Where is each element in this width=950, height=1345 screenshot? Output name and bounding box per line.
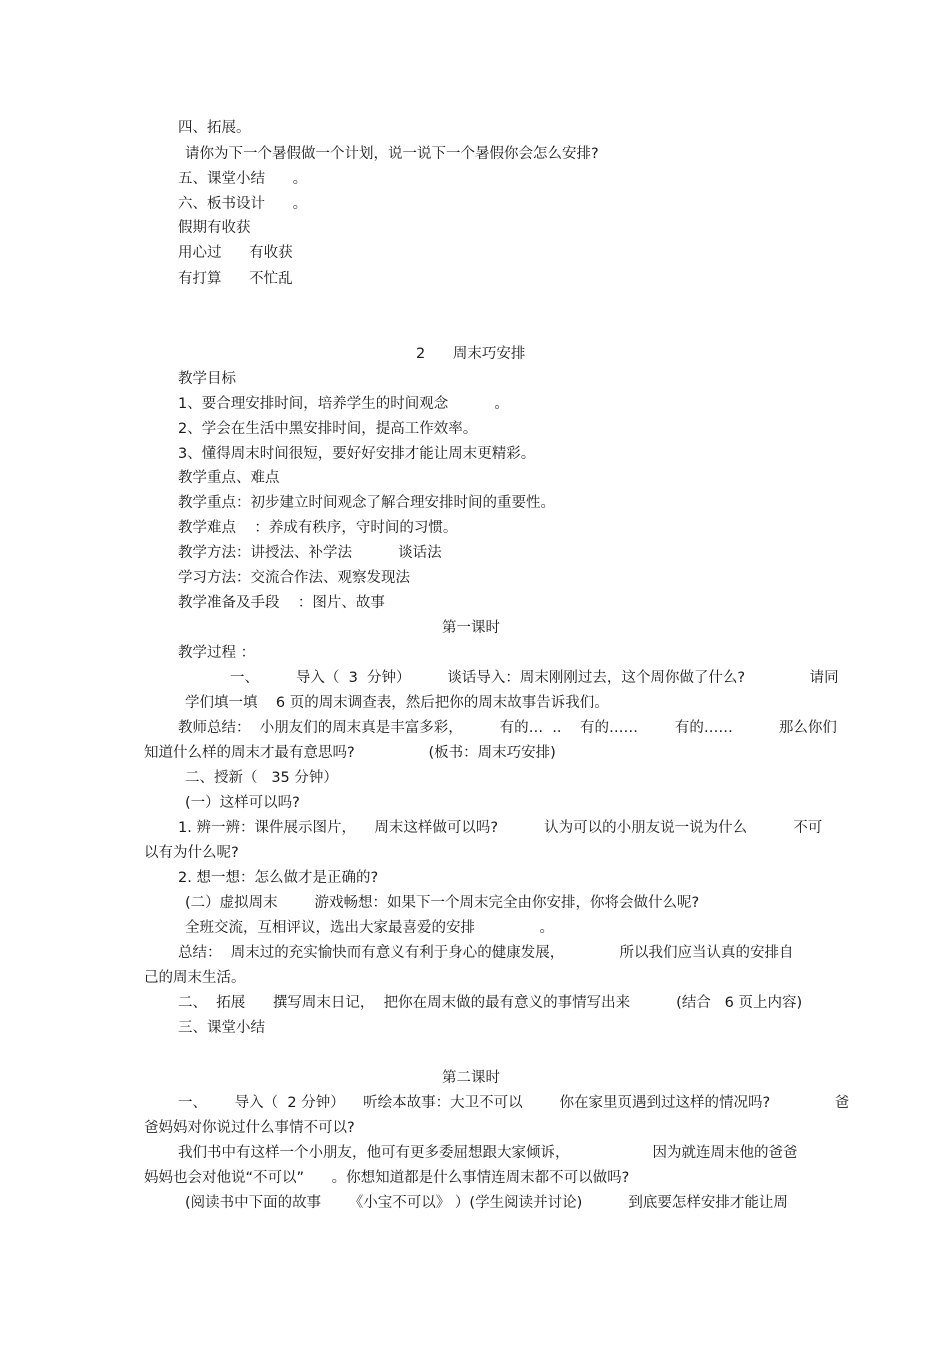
section-5-heading: 五、课堂小结 。 bbox=[178, 171, 308, 187]
class-summary-heading: 三、课堂小结 bbox=[178, 1020, 265, 1036]
goal-item-1: 1、要合理安排时间，培养学生的时间观念 。 bbox=[178, 396, 509, 412]
section-4-body: 请你为下一个暑假做一个计划，说一说下一个暑假你会怎么安排? bbox=[185, 146, 599, 162]
learning-method: 学习方法：交流合作法、观察发现法 bbox=[178, 570, 410, 586]
teaching-difficulty: 教学难点 ：养成有秩序，守时间的习惯。 bbox=[178, 520, 458, 536]
goals-heading: 教学目标 bbox=[178, 371, 236, 387]
teaching-key: 教学重点：初步建立时间观念了解合理安排时间的重要性。 bbox=[178, 495, 555, 511]
lesson-title: 2 周末巧安排 bbox=[416, 346, 526, 362]
teacher-summary-line-1: 教师总结： 小朋友们的周末真是丰富多彩， 有的… .. 有的…… 有的…… 那么你们 bbox=[178, 720, 837, 736]
period2-reading-line: (阅读书中下面的故事 《小宝不可以》 ）(学生阅读并讨论) 到底要怎样安排才能让周 bbox=[185, 1195, 788, 1211]
summary-line-2: 己的周末生活。 bbox=[144, 970, 246, 986]
new-lesson-heading: 二、授新（ 35 分钟） bbox=[185, 770, 338, 786]
period1-intro-line-1: 一、 导入（ 3 分钟） 谈话导入：周末刚刚过去，这个周你做了什么? 请同 bbox=[230, 670, 839, 686]
period2-intro-line-2: 爸妈妈对你说过什么事情不可以? bbox=[144, 1120, 355, 1136]
process-heading: 教学过程 ： bbox=[178, 645, 256, 661]
board-line-2: 用心过 有收获 bbox=[178, 245, 293, 261]
summary-line-1: 总结： 周末过的充实愉快而有意义有利于身心的健康发展， 所以我们应当认真的安排自 bbox=[178, 945, 794, 961]
keys-heading: 教学重点、难点 bbox=[178, 470, 280, 486]
board-line-3: 有打算 不忙乱 bbox=[178, 271, 293, 287]
teaching-method: 教学方法：讲授法、补学法 谈话法 bbox=[178, 545, 442, 561]
period-2-heading: 第二课时 bbox=[442, 1070, 500, 1086]
activity-1-line-1: 1. 辨一辨：课件展示图片， 周末这样做可以吗? 认为可以的小朋友说一说为什么 不可 bbox=[178, 820, 823, 836]
subsection-1-heading: (一）这样可以吗? bbox=[185, 795, 300, 811]
period2-story-line-2: 妈妈也会对他说“不可以” 。你想知道都是什么事情连周末都不可以做吗? bbox=[144, 1170, 630, 1186]
section-6-heading: 六、板书设计 。 bbox=[178, 196, 308, 212]
activity-2: 2. 想一想：怎么做才是正确的? bbox=[178, 870, 379, 886]
activity-1-line-2: 以有为什么呢? bbox=[144, 845, 239, 861]
teacher-summary-line-2: 知道什么样的周末才最有意思吗? (板书：周末巧安排) bbox=[144, 745, 556, 761]
section-4-heading: 四、拓展。 bbox=[178, 120, 251, 136]
period1-intro-line-2: 学们填一填 6 页的周末调查表，然后把你的周末故事告诉我们。 bbox=[185, 695, 609, 711]
goal-item-3: 3、懂得周末时间很短，要好好安排才能让周末更精彩。 bbox=[178, 446, 536, 462]
class-exchange: 全班交流，互相评议，选出大家最喜爱的安排 。 bbox=[185, 920, 555, 936]
period2-story-line-1: 我们书中有这样一个小朋友，他可有更多委屈想跟大家倾诉， 因为就连周末他的爸爸 bbox=[178, 1145, 798, 1161]
teaching-prep: 教学准备及手段 ：图片、故事 bbox=[178, 595, 385, 611]
goal-item-2: 2、学会在生活中黑安排时间，提高工作效率。 bbox=[178, 421, 478, 437]
period2-intro-line-1: 一、 导入（ 2 分钟） 听绘本故事：大卫不可以 你在家里页遇到过这样的情况吗? 爸 bbox=[178, 1095, 850, 1111]
period-1-heading: 第一课时 bbox=[442, 620, 500, 636]
subsection-2-heading: (二）虚拟周末 游戏畅想：如果下一个周末完全由你安排，你将会做什么呢? bbox=[185, 895, 700, 911]
extension-line: 二、 拓展 撰写周末日记， 把你在周末做的最有意义的事情写出来 (结合 6 页上内容) bbox=[178, 995, 803, 1011]
board-line-1: 假期有收获 bbox=[178, 220, 251, 236]
